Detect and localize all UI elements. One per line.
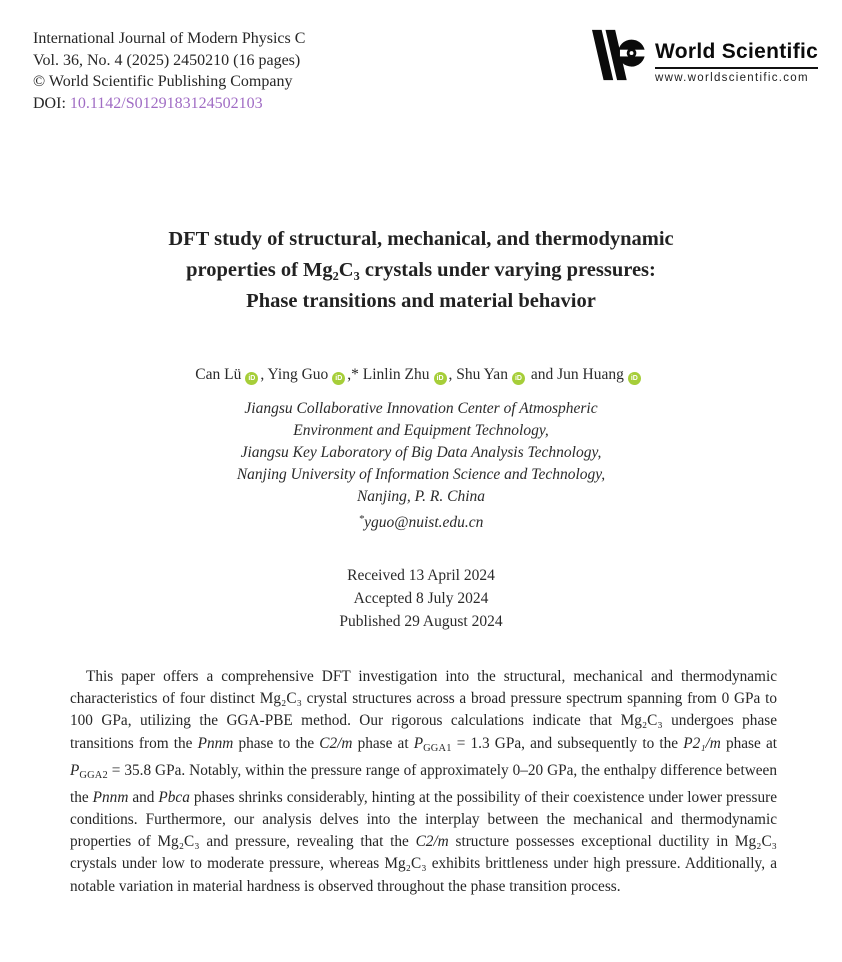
doi-line — [33, 93, 305, 115]
publisher-text — [655, 40, 818, 84]
article-history — [0, 564, 842, 633]
corresponding-email-link[interactable]: yguo@nuist.edu.cn — [364, 514, 484, 531]
publisher-logo — [590, 28, 818, 84]
author-separator: , — [260, 366, 268, 383]
title-line-3: Phase transitions and material behavior — [246, 290, 596, 312]
paper-title — [0, 224, 842, 317]
journal-name: International Journal of Modern Physics C — [33, 30, 306, 47]
doi-link[interactable]: 10.1142/S0129183124502103 — [69, 94, 263, 112]
email-line — [0, 508, 842, 534]
corresponding-author-marker: * — [358, 513, 365, 525]
title-line-2: properties of Mg₂C₃ crystals under varying pressures: — [186, 259, 656, 281]
affiliation-line: Nanjing, P. R. China — [356, 488, 486, 505]
journal-issue: Vol. 36, No. 4 (2025) 2450210 (16 pages) — [33, 51, 301, 69]
journal-copyright: © World Scientific Publishing Company — [33, 73, 293, 90]
publisher-url[interactable]: www.worldscientific.com — [655, 72, 809, 84]
doi-label: DOI: — [33, 94, 66, 112]
author-separator — [643, 366, 647, 383]
authors-line — [0, 366, 842, 385]
published-date: Published 29 August 2024 — [339, 613, 503, 630]
orcid-icon[interactable]: iD — [245, 372, 258, 385]
author-name: Linlin Zhu — [362, 366, 430, 383]
orcid-icon[interactable]: iD — [332, 372, 345, 385]
publisher-name: World Scientific — [655, 40, 818, 69]
author-name: Jun Huang — [557, 366, 624, 383]
author-name: Shu Yan — [456, 366, 508, 383]
author-separator: ,* — [347, 366, 363, 383]
affiliation-line: Environment and Equipment Technology, — [293, 422, 549, 439]
received-date: Received 13 April 2024 — [347, 567, 495, 584]
affiliation-line: Jiangsu Key Laboratory of Big Data Analysis Technology, — [240, 444, 602, 461]
world-scientific-logo-icon — [590, 28, 648, 82]
journal-header — [33, 28, 305, 114]
orcid-icon[interactable]: iD — [512, 372, 525, 385]
author-separator: , — [448, 366, 457, 383]
title-line-1: DFT study of structural, mechanical, and thermodynamic — [168, 228, 674, 250]
author-name: Can Lü — [195, 366, 242, 383]
accepted-date: Accepted 8 July 2024 — [353, 590, 489, 607]
affiliation-line: Nanjing University of Information Science and Technology, — [236, 466, 606, 483]
orcid-icon[interactable]: iD — [628, 372, 641, 385]
affiliation-block — [0, 398, 842, 534]
author-separator: and — [526, 366, 558, 383]
affiliation-line: Jiangsu Collaborative Innovation Center of Atmospheric — [244, 400, 598, 417]
orcid-icon[interactable]: iD — [434, 372, 447, 385]
author-name: Ying Guo — [267, 366, 329, 383]
abstract-text: This paper offers a comprehensive DFT investigation into the structural, mechanical and thermodynamic characteristics of four distinct Mg₂C₃ crystal structures across a broad pressure spectrum spanning from 0 GPa to 100 GPa, utilizing the GGA-PBE method. Our rigorous calculations indicate that Mg₂C₃ undergoes phase transitions from the Pnnm phase to the C2/m phase at $P_{GGA1} = 1.3$ GPa, and subsequently to the P2₁/m phase at $P_{GGA2} = 35.8$ GPa. Notably, within the pressure range of approximately 0–20 GPa, the enthalpy difference between the Pnnm and Pbca phases shrinks considerably, hinting at the possibility of their coexistence under lower pressure conditions. Furthermore, our analysis delves into the interplay between the mechanical and thermodynamic properties of Mg₂C₃ and pressure, revealing that the C2/m structure possesses exceptional ductility in Mg₂C₃ crystals under low to moderate pressure, whereas Mg₂C₃ exhibits brittleness under high pressure. Additionally, a notable variation in material hardness is observed throughout the phase transition process. — [70, 668, 777, 895]
